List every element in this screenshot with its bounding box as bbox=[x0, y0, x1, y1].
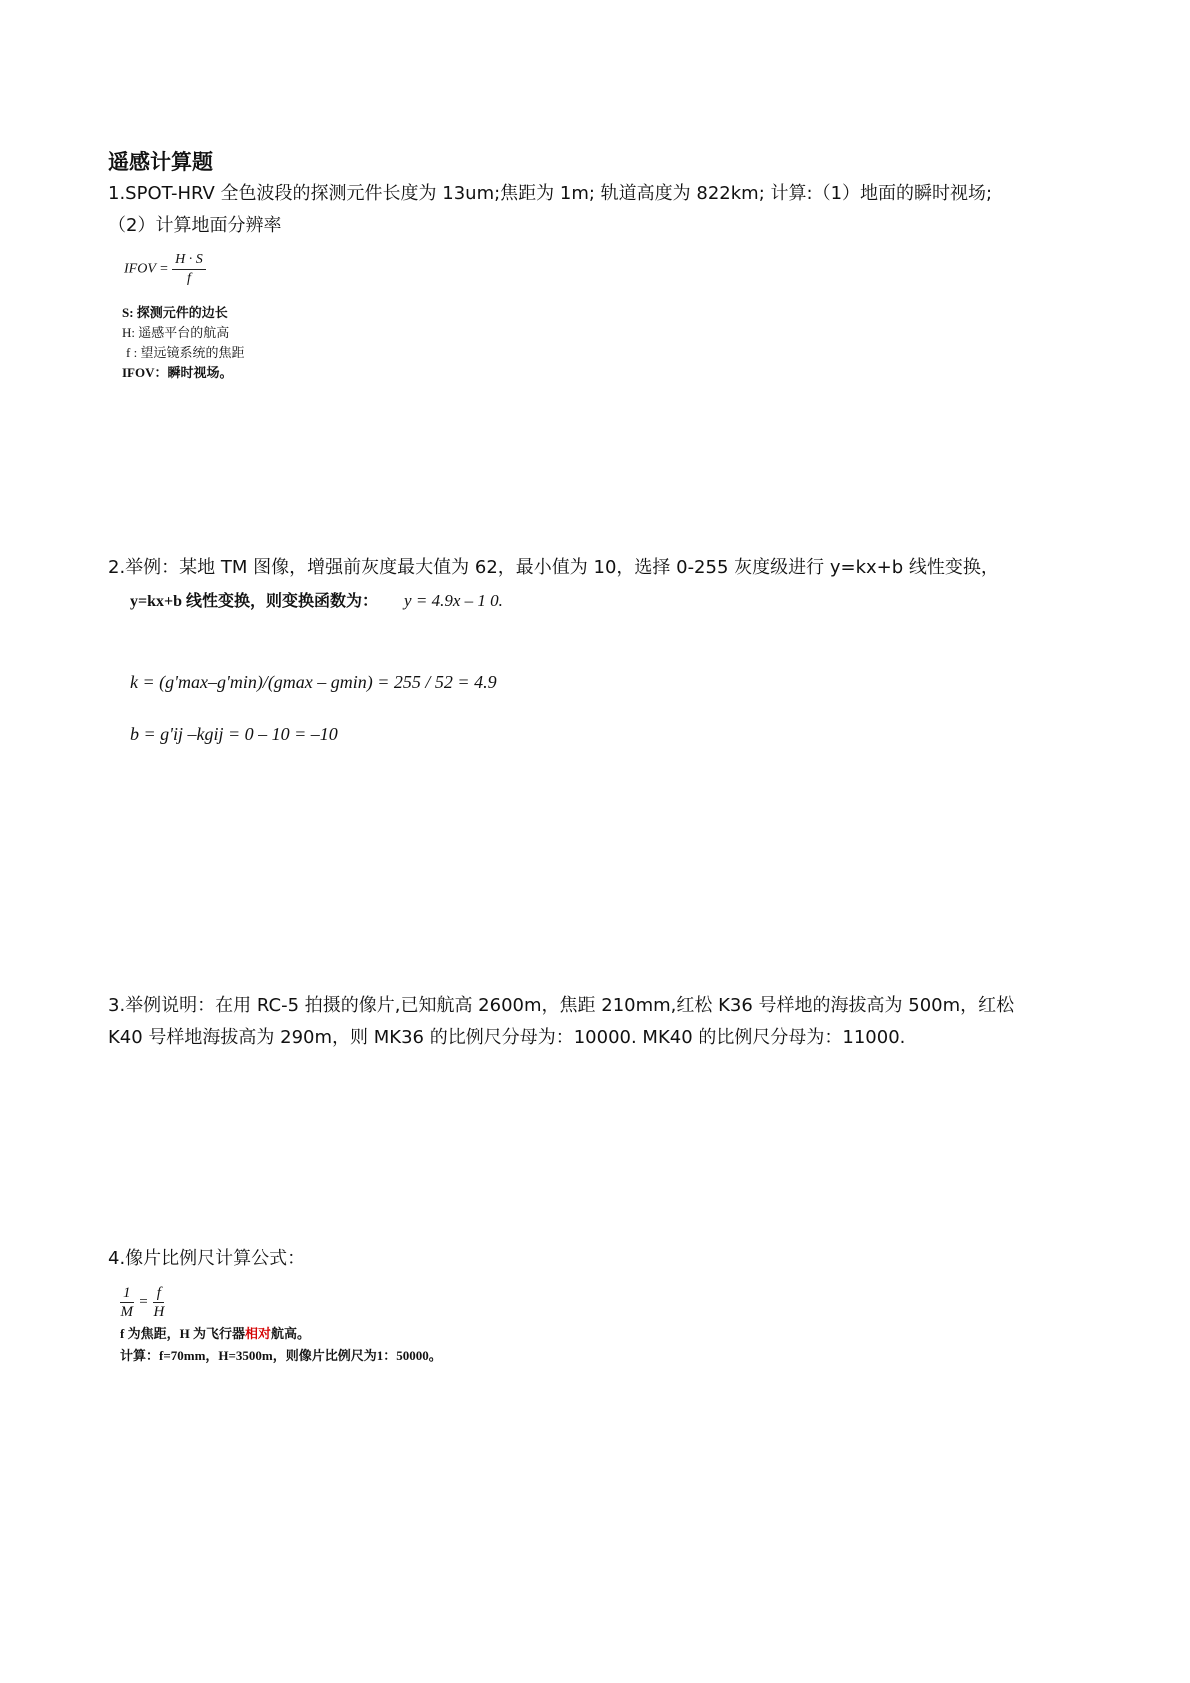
b-equation-text: b = g'ij –kgij = 0 – 10 = –10 bbox=[130, 724, 338, 744]
ifov-formula bbox=[124, 251, 206, 288]
k-equation-text: k = (g'max–g'min)/(gmax – gmin) = 255 / 52 = 4.9 bbox=[130, 672, 497, 692]
q4-calc: 计算：f=70mm，H=3500m，则像片比例尺为1：50000。 bbox=[120, 1348, 442, 1363]
scale-formula-left-den: M bbox=[120, 1304, 133, 1320]
scale-formula-left bbox=[120, 1284, 134, 1321]
q2-transform-equation: y = 4.9x – 1 0. bbox=[404, 591, 503, 610]
scale-formula-right-num: f bbox=[153, 1284, 164, 1303]
q4-note-red: 相对 bbox=[244, 1326, 271, 1341]
q4-note-b: 航高。 bbox=[270, 1326, 310, 1341]
b-equation bbox=[130, 724, 338, 745]
q4-line1: 4.像片比例尺计算公式： bbox=[108, 1248, 306, 1269]
q1-line1: 1.SPOT-HRV 全色波段的探测元件长度为 13um;焦距为 1m; 轨道高度为 822km; 计算:（1）地面的瞬时视场; bbox=[108, 183, 993, 204]
scale-formula-right-den: H bbox=[153, 1304, 165, 1320]
ifov-formula-denominator: f bbox=[186, 271, 191, 286]
k-equation bbox=[130, 672, 497, 693]
def-h: H: 遥感平台的航高 bbox=[122, 325, 230, 340]
q2-line2-text: y=kx+b 线性变换，则变换函数为： bbox=[130, 593, 379, 610]
q2-line2 bbox=[130, 588, 503, 611]
ifov-formula-fraction bbox=[172, 251, 206, 288]
q3-line1: 3.举例说明：在用 RC-5 拍摄的像片,已知航高 2600m，焦距 210mm,红松 K36 号样地的海拔高为 500m，红松 bbox=[108, 995, 1015, 1016]
q3-line2: K40 号样地海拔高为 290m，则 MK36 的比例尺分母为：10000. MK40 的比例尺分母为：11000. bbox=[108, 1027, 906, 1048]
q1-line2: （2）计算地面分辨率 bbox=[108, 215, 282, 236]
q4-note bbox=[120, 1324, 310, 1344]
def-ifov: IFOV：瞬时视场。 bbox=[122, 365, 233, 380]
def-s: S: 探测元件的边长 bbox=[122, 305, 228, 320]
def-f: f : 望远镜系统的焦距 bbox=[126, 345, 245, 360]
ifov-formula-lhs: IFOV = bbox=[124, 261, 169, 277]
ifov-formula-numerator: H · S bbox=[172, 251, 206, 270]
scale-formula: $\frac{1}{M}$ = $\frac{f}{H}$ bbox=[120, 1285, 165, 1320]
scale-formula-right bbox=[153, 1284, 164, 1321]
q4-note-a: f 为焦距，H 为飞行器 bbox=[120, 1326, 245, 1341]
scale-formula-left-num: 1 bbox=[120, 1284, 134, 1303]
q2-line1: 2.举例：某地 TM 图像，增强前灰度最大值为 62，最小值为 10，选择 0-255 灰度级进行 y=kx+b 线性变换， bbox=[108, 557, 999, 578]
page-title: 遥感计算题 bbox=[108, 150, 213, 174]
